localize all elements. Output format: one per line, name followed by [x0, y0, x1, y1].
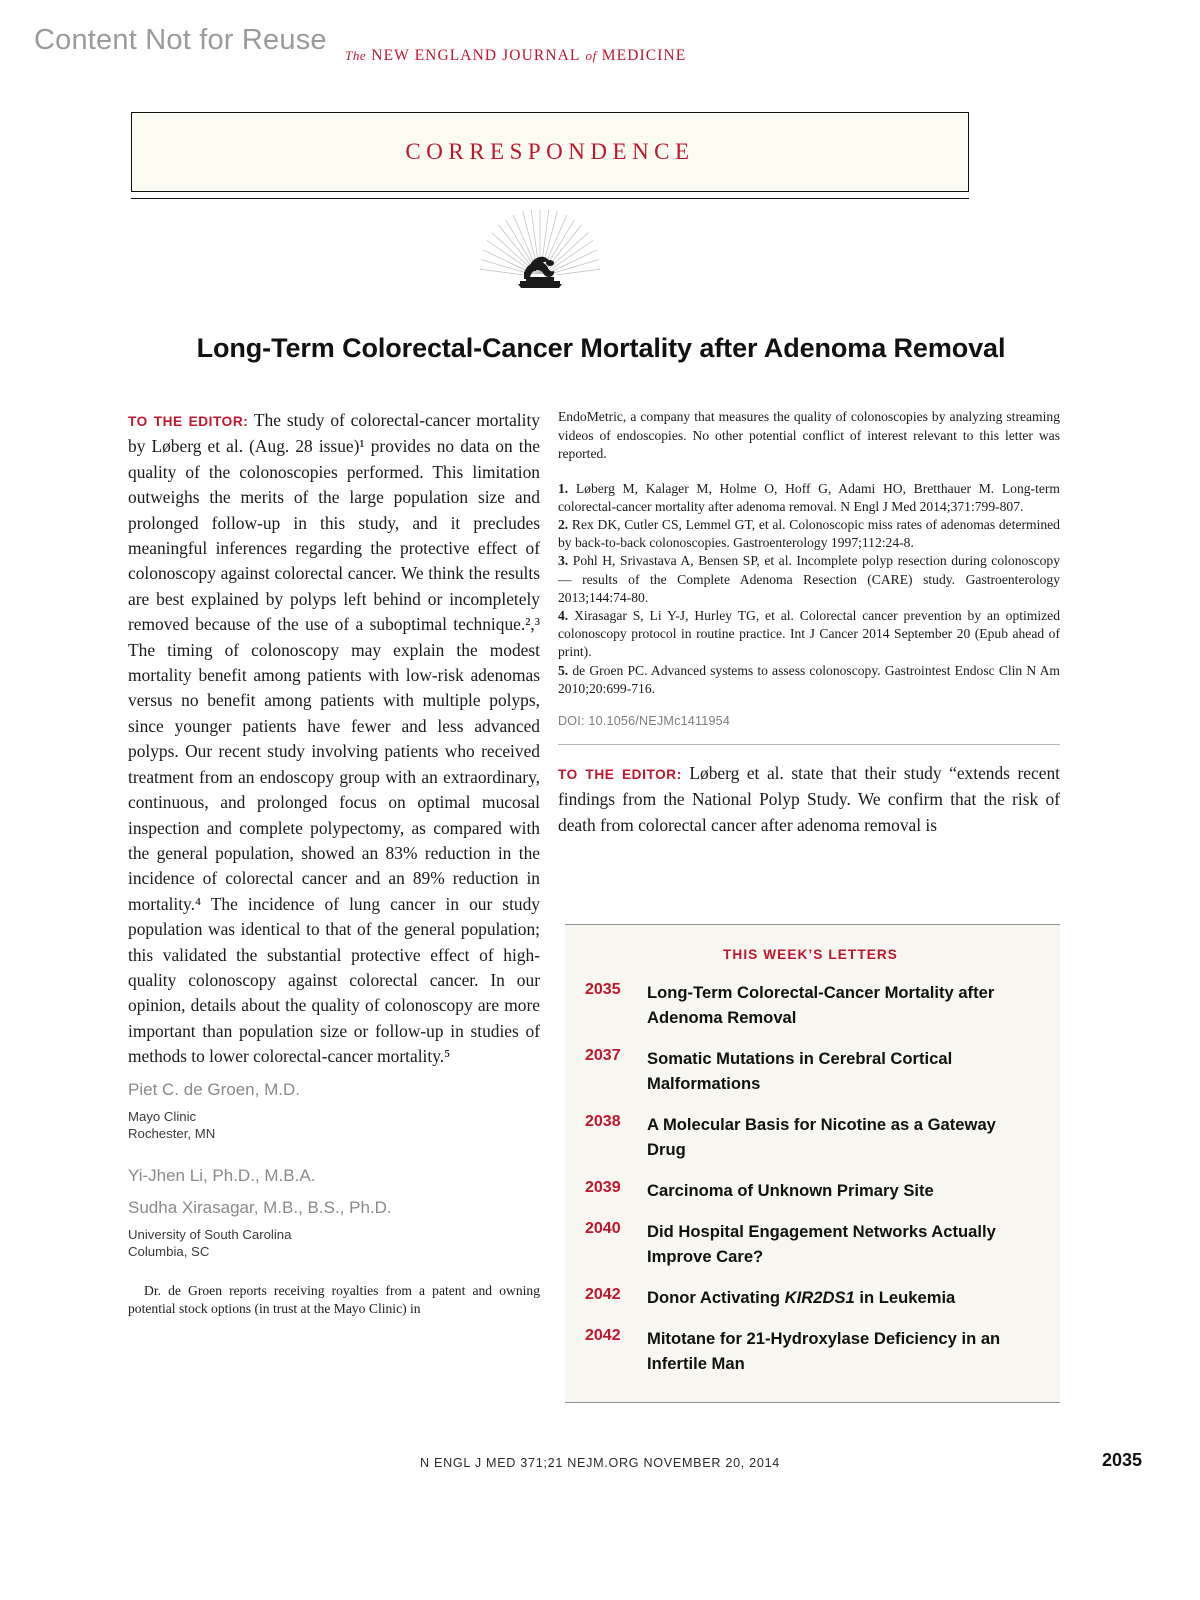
column-left [128, 408, 540, 1319]
affiliation-2-line-2: Columbia, SC [128, 1243, 210, 1259]
letter-page-number: 2039 [585, 1179, 621, 1196]
this-weeks-letters-title: THIS WEEK’S LETTERS [723, 947, 898, 962]
reference-text: Pohl H, Srivastava A, Bensen SP, et al. Incomplete polyp resection during colonoscopy — results of the Complete Adenoma Resection (CARE) study. Gastroenterology 2013;144:74-80. [558, 553, 1060, 605]
letter-1-affiliation-1 [128, 1108, 540, 1142]
list-item[interactable] [585, 1326, 1036, 1376]
banner-title: CORRESPONDENCE [405, 139, 695, 164]
reference-number: 4. [558, 607, 569, 623]
this-weeks-letters-box [565, 924, 1060, 1403]
reference-text: Løberg M, Kalager M, Holme O, Hoff G, Adami HO, Bretthauer M. Long-term colorectal-cancer mortality after adenoma removal. N Engl J Med 2014;371:799-807. [558, 480, 1060, 514]
reference-number: 2. [558, 516, 569, 532]
letter-page-number: 2042 [585, 1286, 621, 1303]
letter-2-text: Løberg et al. state that their study “extends recent findings from the National Polyp Study. We confirm that the risk of death from colorectal cancer after adenoma removal is [558, 762, 1060, 835]
list-item[interactable] [585, 1046, 1036, 1096]
reference-item [558, 552, 1060, 607]
letter-1-disclosure-start: Dr. de Groen reports receiving royalties from a patent and owning potential stock options (in trust at the Mayo Clinic) in [128, 1282, 540, 1317]
letter-title: Long-Term Colorectal-Cancer Mortality after Adenoma Removal [647, 983, 995, 1027]
affiliation-2-line-1: University of South Carolina [128, 1226, 292, 1242]
reference-text: Xirasagar S, Li Y-J, Hurley TG, et al. Colorectal cancer prevention by an optimized colonoscopy protocol in routine practice. Int J Cancer 2014 September 20 (Epub ahead of print). [558, 607, 1061, 660]
affiliation-1-line-1: Mayo Clinic [128, 1108, 197, 1124]
reference-item [558, 516, 1060, 552]
section-divider [558, 744, 1060, 745]
affiliation-1-line-2: Rochester, MN [128, 1125, 216, 1141]
list-item[interactable] [585, 980, 1036, 1030]
journal-suffix: MEDICINE [601, 47, 687, 64]
list-item[interactable] [585, 1112, 1036, 1162]
letter-title: Did Hospital Engagement Networks Actually Improve Care? [647, 1222, 996, 1266]
letter-title: Mitotane for 21-Hydroxylase Deficiency in an Infertile Man [647, 1329, 1001, 1373]
letter-1-disclosure-continued: EndoMetric, a company that measures the quality of colonoscopies by analyzing streaming videos of endoscopies. No other potential conflict of interest relevant to this letter was reported. [558, 409, 1060, 461]
journal-the: The [345, 48, 367, 63]
letter-title: Somatic Mutations in Cerebral Cortical Malformations [647, 1049, 953, 1093]
column-right [558, 408, 1060, 838]
reference-item [558, 662, 1060, 698]
letter-title-pre: Donor Activating [647, 1288, 785, 1307]
letter-1-affiliation-2 [128, 1226, 540, 1260]
letter-1-doi: DOI: 10.1056/NEJMc1411954 [558, 713, 731, 728]
banner-box [131, 112, 969, 192]
journal-emblem-icon [464, 207, 616, 299]
reference-list [558, 480, 1060, 698]
journal-name: NEW ENGLAND JOURNAL [371, 47, 581, 64]
letter-page-number: 2035 [585, 981, 621, 998]
letter-page-number: 2042 [585, 1327, 621, 1344]
article-title: Long-Term Colorectal-Cancer Mortality after Adenoma Removal [196, 333, 1006, 363]
letter-1-author-2: Yi-Jhen Li, Ph.D., M.B.A. [128, 1165, 316, 1185]
correspondence-banner [131, 112, 969, 192]
reference-number: 1. [558, 480, 569, 496]
letter-1-author-1: Piet C. de Groen, M.D. [128, 1079, 300, 1099]
journal-running-head [345, 47, 686, 65]
reference-item [558, 607, 1060, 662]
journal-of: of [585, 48, 597, 63]
letter-2-body [558, 761, 1060, 838]
banner-underline [131, 198, 969, 199]
letter-title: Carcinoma of Unknown Primary Site [647, 1181, 934, 1200]
letter-title-post: in Leukemia [854, 1288, 956, 1307]
list-item[interactable] [585, 1285, 1036, 1310]
letter-page-number: 2038 [585, 1113, 621, 1130]
list-item[interactable] [585, 1178, 1036, 1203]
letter-title [647, 1285, 955, 1310]
letter-title: A Molecular Basis for Nicotine as a Gateway Drug [647, 1115, 996, 1159]
reference-text: Rex DK, Cutler CS, Lemmel GT, et al. Colonoscopic miss rates of adenomas determined by back-to-back colonoscopies. Gastroenterology 1997;112:24-8. [558, 516, 1060, 551]
reference-number: 5. [558, 662, 569, 678]
footer-citation: N ENGL J MED 371;21 NEJM.ORG NOVEMBER 20, 2014 [420, 1456, 780, 1470]
letter-1-lead-in: TO THE EDITOR: [128, 414, 249, 429]
letter-1-body [128, 408, 540, 1070]
footer-page-number: 2035 [1101, 1450, 1142, 1470]
reference-number: 3. [558, 553, 569, 569]
letter-title-gene: KIR2DS1 [784, 1288, 855, 1307]
list-item[interactable] [585, 1219, 1036, 1269]
reference-text: de Groen PC. Advanced systems to assess colonoscopy. Gastrointest Endosc Clin N Am 2010;20:699-716. [558, 662, 1060, 696]
reference-item [558, 480, 1060, 516]
letter-1-text: The study of colorectal-cancer mortality by Løberg et al. (Aug. 28 issue)¹ provides no data on the quality of the colonoscopies performed. This limitation outweighs the merits of the large population size and prolonged follow-up in this study, and it precludes meaningful inferences regarding the protective effect of colonoscopy against colorectal cancer. We think the results are best explained by polyps left behind or incompletely removed because of the use of a suboptimal technique.²,³ The timing of colonoscopy may explain the modest mortality benefit among patients with low-risk adenomas versus no benefit among patients with multiple polyps, since younger patients have fewer and less advanced polyps. Our recent study involving patients who received treatment from an endoscopy group with an extraordinary, continuous, and prolonged focus on optimal mucosal inspection and complete polypectomy, as compared with the general population, showed an 83% reduction in the incidence of colorectal cancer and an 89% reduction in mortality.⁴ The incidence of lung cancer in our study population was identical to that of the general population; this validated the substantial protective effect of high-quality colonoscopy against colorectal cancer. In our opinion, details about the quality of colonoscopy are more important than population size or follow-up in studies of methods to lower colorectal-cancer mortality.⁵ [128, 410, 540, 1067]
letter-page-number: 2040 [585, 1220, 621, 1237]
letter-page-number: 2037 [585, 1047, 621, 1064]
letter-2-lead-in: TO THE EDITOR: [558, 766, 682, 782]
letter-1-author-3: Sudha Xirasagar, M.B., B.S., Ph.D. [128, 1197, 392, 1217]
watermark-text: Content Not for Reuse [34, 24, 327, 56]
